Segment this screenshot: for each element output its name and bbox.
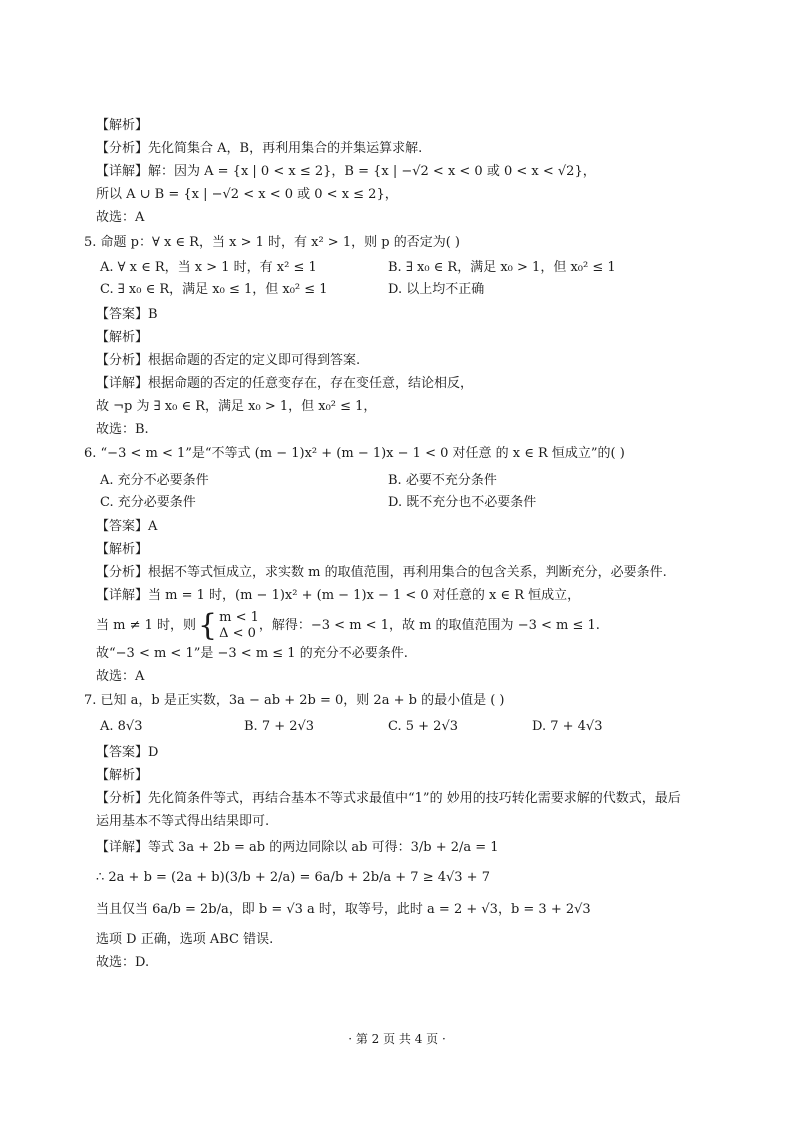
analysis-heading: 【解析】	[96, 118, 149, 133]
system-bottom: Δ < 0	[219, 626, 256, 641]
option-d: D. 7 + 4√3	[532, 719, 603, 734]
option-b: B. ∃ x₀ ∈ R，满足 x₀ > 1，但 x₀² ≤ 1	[388, 260, 616, 275]
page-footer: · 第 2 页 共 4 页 ·	[348, 1032, 446, 1046]
option-c: C. ∃ x₀ ∈ R，满足 x₀ ≤ 1，但 x₀² ≤ 1	[100, 282, 328, 297]
analysis-heading: 【解析】	[96, 330, 149, 345]
brace-icon: {	[198, 608, 218, 643]
final-choice: 故选：B.	[96, 422, 149, 437]
answer-line: 【答案】A	[96, 519, 158, 534]
analysis-summary: 【分析】根据命题的否定的定义即可得到答案.	[96, 353, 361, 368]
solution-system-line	[96, 608, 600, 644]
option-a: A. 充分不必要条件	[100, 473, 209, 488]
analysis-summary: 【分析】先化简条件等式，再结合基本不等式求最值中“1”的 妙用的技巧转化需要求解的代数式，最后	[96, 791, 681, 806]
solution-line: 当且仅当 6a/b = 2b/a，即 b = √3 a 时，取等号，此时 a = 2 + √3，b = 3 + 2√3	[96, 902, 591, 917]
analysis-summary: 【分析】先化简集合 A，B，再利用集合的并集运算求解.	[96, 141, 423, 156]
solution-line: ∴ 2a + b = (2a + b)(3/b + 2/a) = 6a/b + 2b/a + 7 ≥ 4√3 + 7	[96, 870, 490, 885]
option-c: C. 5 + 2√3	[388, 719, 459, 734]
final-choice: 故选：A	[96, 210, 145, 225]
question-6-stem: 6. “−3 < m < 1”是“不等式 (m − 1)x² + (m − 1)x − 1 < 0 对任意 的 x ∈ R 恒成立”的( )	[84, 446, 625, 461]
inequality-system	[219, 610, 259, 642]
system-suffix: ，解得：−3 < m < 1，故 m 的取值范围为 −3 < m ≤ 1.	[258, 618, 600, 633]
option-b: B. 7 + 2√3	[244, 719, 315, 734]
option-d: D. 以上均不正确	[388, 282, 485, 297]
detailed-solution: 【详解】解：因为 A = {x | 0 < x ≤ 2}，B = {x | −√2 < x < 0 或 0 < x < √2}，	[96, 164, 596, 179]
analysis-heading: 【解析】	[96, 768, 149, 783]
option-a: A. ∀ x ∈ R，当 x > 1 时，有 x² ≤ 1	[100, 260, 317, 275]
answer-line: 【答案】B	[96, 307, 158, 322]
question-7-stem: 7. 已知 a，b 是正实数，3a − ab + 2b = 0，则 2a + b 的最小值是 ( )	[84, 693, 505, 708]
detailed-solution: 【详解】等式 3a + 2b = ab 的两边同除以 ab 可得：3/b + 2/a = 1	[96, 840, 499, 855]
analysis-heading: 【解析】	[96, 542, 149, 557]
system-top: m < 1	[219, 610, 259, 625]
answer-line: 【答案】D	[96, 745, 159, 760]
final-choice: 故选：A	[96, 669, 145, 684]
solution-line: 故“−3 < m < 1”是 −3 < m ≤ 1 的充分不必要条件.	[96, 646, 408, 661]
detailed-solution: 【详解】当 m = 1 时，(m − 1)x² + (m − 1)x − 1 < 0 对任意的 x ∈ R 恒成立，	[96, 588, 581, 603]
solution-line: 所以 A ∪ B = {x | −√2 < x < 0 或 0 < x ≤ 2}，	[96, 187, 398, 202]
analysis-summary-cont: 运用基本不等式得出结果即可.	[96, 814, 270, 829]
option-b: B. 必要不充分条件	[388, 473, 497, 488]
analysis-summary: 【分析】根据不等式恒成立，求实数 m 的取值范围，再利用集合的包含关系，判断充分，必要条件.	[96, 565, 667, 580]
solution-line: 故 ¬p 为 ∃ x₀ ∈ R，满足 x₀ > 1，但 x₀² ≤ 1，	[96, 399, 377, 414]
option-c: C. 充分必要条件	[100, 495, 196, 510]
solution-line: 选项 D 正确，选项 ABC 错误.	[96, 932, 274, 947]
detailed-solution: 【详解】根据命题的否定的任意变存在，存在变任意，结论相反，	[96, 376, 474, 391]
option-a: A. 8√3	[100, 719, 143, 734]
option-d: D. 既不充分也不必要条件	[388, 495, 537, 510]
system-prefix: 当 m ≠ 1 时，则	[96, 618, 197, 633]
final-choice: 故选：D.	[96, 955, 150, 970]
question-5-stem: 5. 命题 p：∀ x ∈ R，当 x > 1 时，有 x² > 1，则 p 的否定为( )	[84, 235, 460, 250]
